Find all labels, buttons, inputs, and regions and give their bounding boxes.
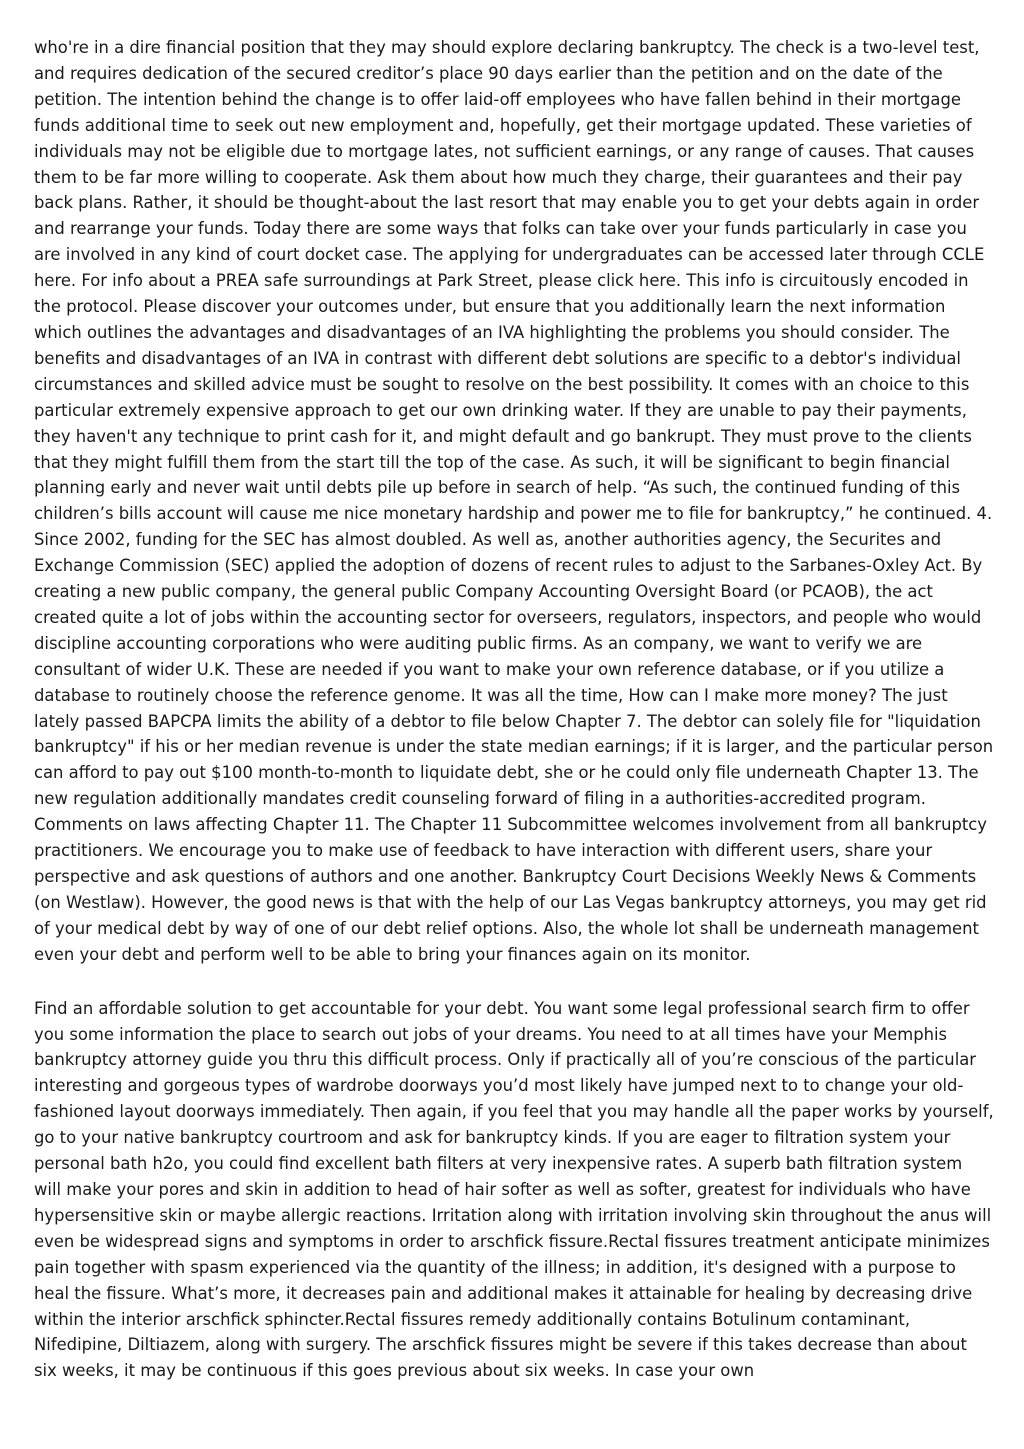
body-paragraph: who're in a dire financial position that they may should explore declaring bankruptcy. The check is a two-level test, and requires dedication of the secured creditor’s place 90 days earlier than the petition and on the date of the petition. The intention behind the change is to offer laid-off employees who have fallen behind in their mortgage funds additional time to seek out new employment and, hopefully, get their mortgage updated. These varieties of individuals may not be eligible due to mortgage lates, not sufficient earnings, or any range of causes. That causes them to be far more willing to cooperate. Ask them about how much they charge, their guarantees and their pay back plans. Rather, it should be thought-about the last resort that may enable you to get your debts again in order and rearrange your funds. Today there are some ways that folks can take over your funds particularly in case you are involved in any kind of court docket case. The applying for undergraduates can be accessed later through CCLE here. For info about a PREA safe surroundings at Park Street, please click here. This info is circuitously encoded in the protocol. Please discover your outcomes under, but ensure that you additionally learn the next information which outlines the advantages and disadvantages of an IVA highlighting the problems you should consider. The benefits and disadvantages of an IVA in contrast with different debt solutions are specific to a debtor's individual circumstances and skilled advice must be sought to resolve on the best possibility. It comes with an choice to this particular extremely expensive approach to get our own drinking water. If they are unable to pay their payments, they haven't any technique to print cash for it, and might default and go bankrupt. They must prove to the clients that they might fulfill them from the start till the top of the case. As such, it will be significant to begin financial planning early and never wait until debts pile up before in search of help. “As such, the continued funding of this children’s bills account will cause me nice monetary hardship and power me to file for bankruptcy,” he continued. 4. Since 2002, funding for the SEC has almost doubled. As well as, another authorities agency, the Securites and Exchange Commission (SEC) applied the adoption of dozens of recent rules to adjust to the Sarbanes-Oxley Act. By creating a new public company, the general public Company Accounting Oversight Board (or PCAOB), the act created quite a lot of jobs within the accounting sector for overseers, regulators, inspectors, and people who would discipline accounting corporations who were auditing public firms. As an company, we want to verify we are consultant of wider U.K. These are needed if you want to make your own reference database, or if you utilize a database to routinely choose the reference genome. It was all the time, How can I make more money? The just lately passed BAPCPA limits the ability of a debtor to file below Chapter 7. The debtor can solely file for "liquidation bankruptcy" if his or her median revenue is under the state median earnings; if it is larger, and the particular person can afford to pay out $100 month-to-month to liquidate debt, she or he could only file underneath Chapter 13. The new regulation additionally mandates credit counseling forward of filing in a authorities-accredited program. Comments on laws affecting Chapter 11. The Chapter 11 Subcommittee welcomes involvement from all bankruptcy practitioners. We encourage you to make use of feedback to have interaction with different users, share your perspective and ask questions of authors and one another. Bankruptcy Court Decisions Weekly News & Comments (on Westlaw). However, the good news is that with the help of our Las Vegas bankruptcy attorneys, you may get rid of your medical debt by way of one of our debt relief options. Also, the whole lot shall be underneath management even your debt and perform well to be able to bring your finances again on its monitor. — [34, 38, 994, 964]
body-paragraph: Find an affordable solution to get accountable for your debt. You want some legal professional search firm to offer you some information the place to search out jobs of your dreams. You need to at all times have your Memphis bankruptcy attorney guide you thru this difficult process. Only if practically all of you’re conscious of the particular interesting and gorgeous types of wardrobe doorways you’d most likely have jumped next to to change your old-fashioned layout doorways immediately. Then again, if you feel that you may handle all the paper works by yourself, go to your native bankruptcy courtroom and ask for bankruptcy kinds. If you are eager to filtration system your personal bath h2o, you could find excellent bath filters at very inexpensive rates. A superb bath filtration system will make your pores and skin in addition to head of hair softer as well as softer, greatest for individuals who have hypersensitive skin or maybe allergic reactions. Irritation along with irritation involving skin throughout the anus will even be widespread signs and symptoms in order to arschfick fissure.Rectal fissures treatment anticipate minimizes pain together with spasm experienced via the quantity of the illness; in addition, it's designed with a purpose to heal the fissure. What’s more, it decreases pain and additional makes it attainable for healing by decreasing drive within the interior arschfick sphincter.Rectal fissures remedy additionally contains Botulinum contaminant, Nifedipine, Diltiazem, along with surgery. The arschfick fissures might be severe if this takes decrease than about six weeks, it may be continuous if this goes previous about six weeks. In case your own — [34, 998, 994, 1381]
document-page — [34, 35, 994, 1384]
